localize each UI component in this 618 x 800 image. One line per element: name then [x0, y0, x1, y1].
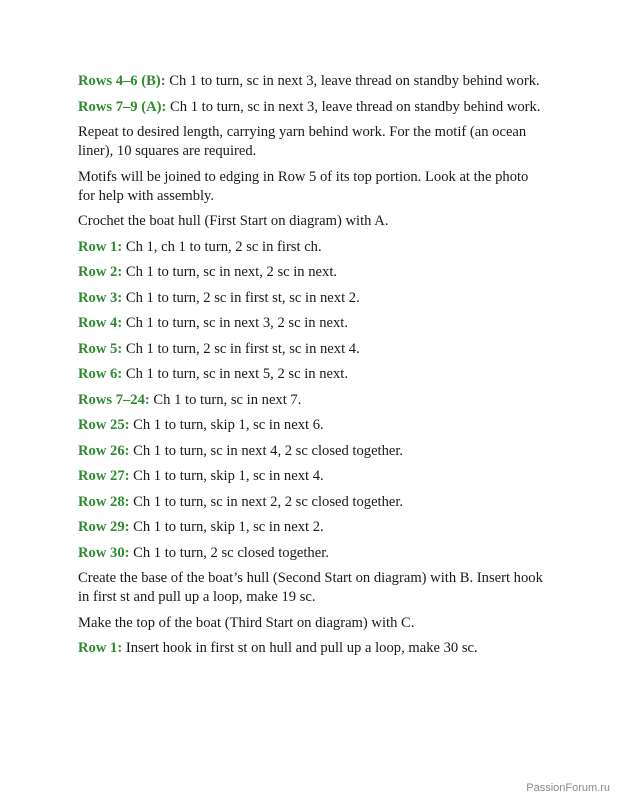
paragraph-text: Ch 1 to turn, skip 1, sc in next 2. [129, 519, 324, 535]
paragraph-boat-hull [78, 212, 548, 231]
paragraph-row-6 [78, 365, 548, 384]
row-label: Rows 7–9 (A): [78, 98, 167, 115]
row-label: Row 27: [78, 468, 130, 484]
paragraph-text: Insert hook in first st on hull and pull up a loop, make 30 sc. [122, 640, 478, 656]
row-label: Row 1: [78, 238, 123, 255]
paragraph-text: Motifs will be joined to edging in Row 5 of its top portion. Look at the photo for help with assembly. [78, 168, 529, 204]
paragraph-row-5 [78, 340, 548, 359]
watermark: PassionForum.ru [526, 782, 610, 794]
row-label: Row 1: [78, 640, 123, 656]
row-label: Row 30: [78, 544, 130, 561]
paragraph-row-30 [78, 544, 548, 563]
row-label: Row 29: [78, 519, 130, 535]
paragraph-text: Ch 1 to turn, sc in next 5, 2 sc in next. [122, 366, 348, 382]
paragraph-text: Ch 1 to turn, 2 sc in first st, sc in next 2. [122, 289, 360, 306]
paragraph-text: Ch 1 to turn, sc in next 2, 2 sc closed together. [129, 493, 404, 510]
paragraph-text: Make the top of the boat (Third Start on diagram) with C. [78, 614, 415, 631]
paragraph-text: Ch 1 to turn, sc in next 3, 2 sc in next. [122, 315, 348, 331]
paragraph-hull-base [78, 569, 548, 607]
paragraph-text: Ch 1 to turn, skip 1, sc in next 6. [129, 417, 324, 433]
paragraph-row-29 [78, 518, 548, 537]
paragraph-row-28 [78, 493, 548, 512]
paragraph-row-3 [78, 289, 548, 308]
paragraph-text: Ch 1 to turn, sc in next 3, leave thread on standby behind work. [165, 73, 540, 89]
row-label: Row 25: [78, 417, 130, 433]
row-label: Row 5: [78, 340, 123, 357]
row-label: Row 2: [78, 264, 123, 280]
paragraph-row-26 [78, 442, 548, 461]
paragraph-motifs [78, 168, 548, 206]
paragraph-top-row-1 [78, 639, 548, 658]
paragraph-row-1 [78, 238, 548, 257]
paragraph-text: Repeat to desired length, carrying yarn behind work. For the motif (an ocean liner), 10 squares are required. [78, 124, 527, 159]
paragraph-row-2 [78, 263, 548, 282]
paragraph-rows-4-6 [78, 72, 548, 91]
paragraph-text: Create the base of the boat’s hull (Second Start on diagram) with B. Insert hook in first st and pull up a loop, make 19 sc. [78, 570, 543, 605]
row-label: Rows 7–24: [78, 391, 150, 408]
paragraph-row-25 [78, 416, 548, 435]
paragraph-rows-7-9 [78, 98, 548, 117]
row-label: Row 4: [78, 315, 123, 331]
row-label: Row 28: [78, 493, 130, 510]
paragraph-row-27 [78, 467, 548, 486]
paragraph-text: Ch 1 to turn, sc in next 3, leave thread on standby behind work. [166, 98, 541, 115]
paragraph-text: Ch 1 to turn, sc in next 7. [149, 391, 302, 408]
paragraph-repeat [78, 123, 548, 161]
paragraph-text: Ch 1 to turn, 2 sc in first st, sc in next 4. [122, 340, 360, 357]
paragraph-text: Ch 1, ch 1 to turn, 2 sc in first ch. [122, 238, 322, 255]
row-label: Row 26: [78, 442, 130, 459]
paragraph-boat-top [78, 614, 548, 633]
document-body [78, 72, 548, 665]
row-label: Row 3: [78, 289, 123, 306]
paragraph-text: Ch 1 to turn, sc in next, 2 sc in next. [122, 264, 338, 280]
row-label: Rows 4–6 (B): [78, 73, 166, 89]
paragraph-text: Crochet the boat hull (First Start on diagram) with A. [78, 213, 389, 229]
paragraph-rows-7-24 [78, 391, 548, 410]
paragraph-text: Ch 1 to turn, 2 sc closed together. [129, 544, 329, 561]
paragraph-text: Ch 1 to turn, sc in next 4, 2 sc closed together. [129, 442, 404, 459]
row-label: Row 6: [78, 366, 123, 382]
paragraph-row-4 [78, 314, 548, 333]
paragraph-text: Ch 1 to turn, skip 1, sc in next 4. [129, 468, 324, 484]
